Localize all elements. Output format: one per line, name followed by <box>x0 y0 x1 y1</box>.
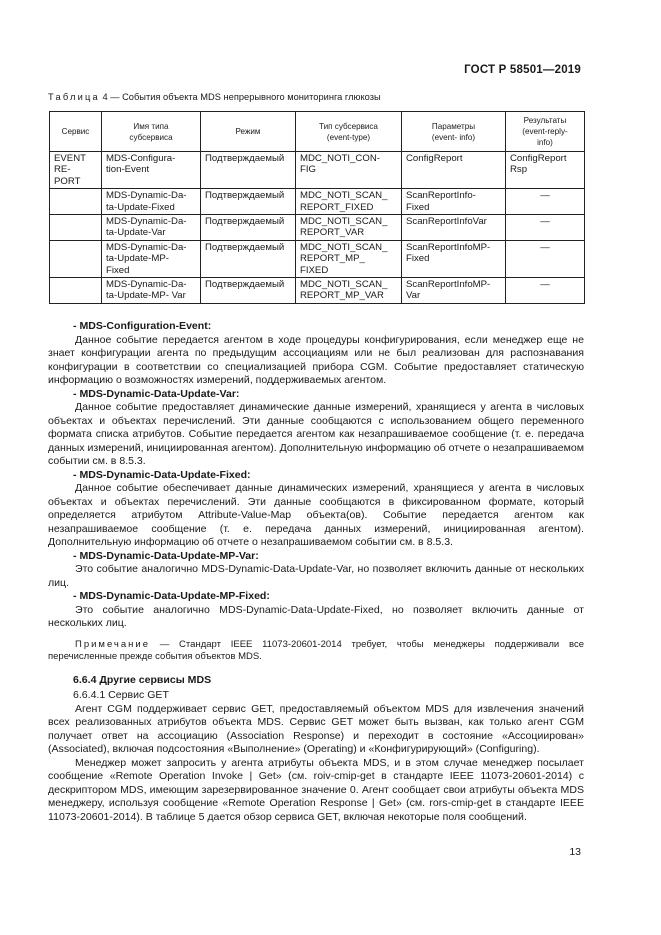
item-title: - MDS-Configuration-Event: <box>73 320 212 332</box>
header-parameters: Параметры (event- info) <box>402 112 506 152</box>
table-caption-label: Таблица <box>48 92 100 102</box>
header-mode: Режим <box>201 112 296 152</box>
table-row <box>50 278 585 304</box>
cell-type: MDC_NOTI_SCAN_ REPORT_MP_ FIXED <box>296 240 402 277</box>
note-text: — Стандарт IEEE 11073-20601-2014 требует, чтобы менеджеры поддерживали все перечисленные прежде события объектов MDS. <box>48 638 584 662</box>
note <box>48 639 584 664</box>
cell-result: ConfigReport Rsp <box>506 152 585 189</box>
item-title: - MDS-Dynamic-Data-Update-Fixed: <box>73 468 251 481</box>
header-subservice-name: Имя типа субсервиса <box>102 112 201 152</box>
cell-result: — <box>506 278 585 304</box>
item-paragraph: Данное событие обеспечивает данные динамических измерений, хранящиеся у агента в числовых объектах и объектах перечислений. Эти данные сообщаются в фиксированном формате, который определяется атрибутом Attribute-Value-Map объекта(ов). Событие передается агентом как незапрашиваемое сообщение (т. е. передача данных измерений, инициированная агентом). Дополнительную информацию об отчете о незапрашиваемом событии см. в 8.5.3. <box>48 482 584 548</box>
paragraph: Агент CGM поддерживает сервис GET, предоставляемый объектом MDS для извлечения значений всех реализованных атрибутов объекта MDS. Сервис GET может быть вызван, как только агент CGM получает ответ на ассоциацию (Association Response) и переходит в состояние «Ассоциирован» (Associated), включая подсостояния «Выполнение» (Operating) и «Конфигурирующий» (Configuring). <box>48 702 584 755</box>
cell-mode: Подтверждаемый <box>201 278 296 304</box>
table-row <box>50 240 585 277</box>
paragraph: Менеджер может запросить у агента атрибуты объекта MDS, и в этом случае менеджер посылает сообщение «Remote Operation Invoke | Get» (см. roiv-cmip-get в стандарте IEEE 11073-20601-2014) с дескриптором MDS, имеющим зарезервированное значение 0. Агент сообщает свои атрибуты объекта MDS менеджеру, используя сообщение «Remote Operation Response | Get» (см. rors-cmip-get в стандарте IEEE 11073-20601-2014). В таблице 5 дается обзор сервиса GET, включая некоторые поля сообщений. <box>48 756 584 823</box>
standard-header: ГОСТ Р 58501—2019 <box>464 64 581 76</box>
header-service: Сервис <box>50 112 102 152</box>
note-label: Примечание <box>75 638 150 650</box>
table-row <box>50 215 585 241</box>
cell-result: — <box>506 240 585 277</box>
cell-mode: Подтверждаемый <box>201 215 296 241</box>
cell-service <box>50 189 102 215</box>
cell-params: ConfigReport <box>402 152 506 189</box>
subsection-title: 6.6.4.1 Сервис GET <box>73 689 169 701</box>
cell-mode: Подтверждаемый <box>201 189 296 215</box>
item-paragraph: Данное событие предоставляет динамические данные измерений, хранящиеся у агента в числовых объектах и объектах перечислений. Эти данные сообщаются с использованием общего переменного формата списка атрибутов. Событие передается агентом как незапрашиваемое сообщение (т. е. передача данных измерений, инициированная агентом). Дополнительную информацию об отчете о незапрашиваемом событии см. в 8.5.3. <box>48 401 584 467</box>
table-row <box>50 152 585 189</box>
cell-name: MDS-Dynamic-Da- ta-Update-Fixed <box>102 189 201 215</box>
page-number: 13 <box>569 846 581 858</box>
item-paragraph: Данное событие передается агентом в ходе процедуры конфигурирования, если менеджер еще не знает конфигурации агента по предыдущим ассоциациям или не был реализован для распознавания конфигурации в соответствии со специализацией прибора CGM. Событие предоставляет статическую информацию о возможностях измерений, поддерживаемых агентом. <box>48 333 584 386</box>
cell-type: MDC_NOTI_SCAN_ REPORT_VAR <box>296 215 402 241</box>
section-title: 6.6.4 Другие сервисы MDS <box>73 673 212 686</box>
cell-service <box>50 240 102 277</box>
table-caption <box>48 92 381 102</box>
document-body <box>48 320 584 824</box>
cell-result: — <box>506 215 585 241</box>
cell-params: ScanReportInfoMP- Fixed <box>402 240 506 277</box>
cell-params: ScanReportInfoMP- Var <box>402 278 506 304</box>
item-title: - MDS-Dynamic-Data-Update-Var: <box>73 387 240 400</box>
cell-service: EVENT RE- PORT <box>50 152 102 189</box>
cell-params: ScanReportInfo- Fixed <box>402 189 506 215</box>
cell-result: — <box>506 189 585 215</box>
cell-name: MDS-Dynamic-Da- ta-Update-MP- Fixed <box>102 240 201 277</box>
table-caption-text: 4 — События объекта MDS непрерывного мониторинга глюкозы <box>99 92 381 102</box>
item-paragraph: Это событие аналогично MDS-Dynamic-Data-Update-Fixed, но позволяет включить данные от нескольких лиц. <box>48 603 584 629</box>
item-title: - MDS-Dynamic-Data-Update-MP-Fixed: <box>73 590 270 602</box>
cell-name: MDS-Configura- tion-Event <box>102 152 201 189</box>
table-row <box>50 189 585 215</box>
item-paragraph: Это событие аналогично MDS-Dynamic-Data-Update-Var, но позволяет включить данные от нескольких лиц. <box>48 563 584 589</box>
item-title: - MDS-Dynamic-Data-Update-MP-Var: <box>73 549 259 562</box>
cell-type: MDC_NOTI_CON- FIG <box>296 152 402 189</box>
mds-events-table <box>49 111 585 304</box>
cell-service <box>50 215 102 241</box>
cell-mode: Подтверждаемый <box>201 240 296 277</box>
header-results: Результаты (event-reply- info) <box>506 112 585 152</box>
header-subservice-type: Тип субсервиса (event-type) <box>296 112 402 152</box>
cell-service <box>50 278 102 304</box>
cell-name: MDS-Dynamic-Da- ta-Update-Var <box>102 215 201 241</box>
table-header-row <box>50 112 585 152</box>
cell-mode: Подтверждаемый <box>201 152 296 189</box>
cell-type: MDC_NOTI_SCAN_ REPORT_MP_VAR <box>296 278 402 304</box>
cell-type: MDC_NOTI_SCAN_ REPORT_FIXED <box>296 189 402 215</box>
cell-params: ScanReportInfoVar <box>402 215 506 241</box>
cell-name: MDS-Dynamic-Da- ta-Update-MP- Var <box>102 278 201 304</box>
